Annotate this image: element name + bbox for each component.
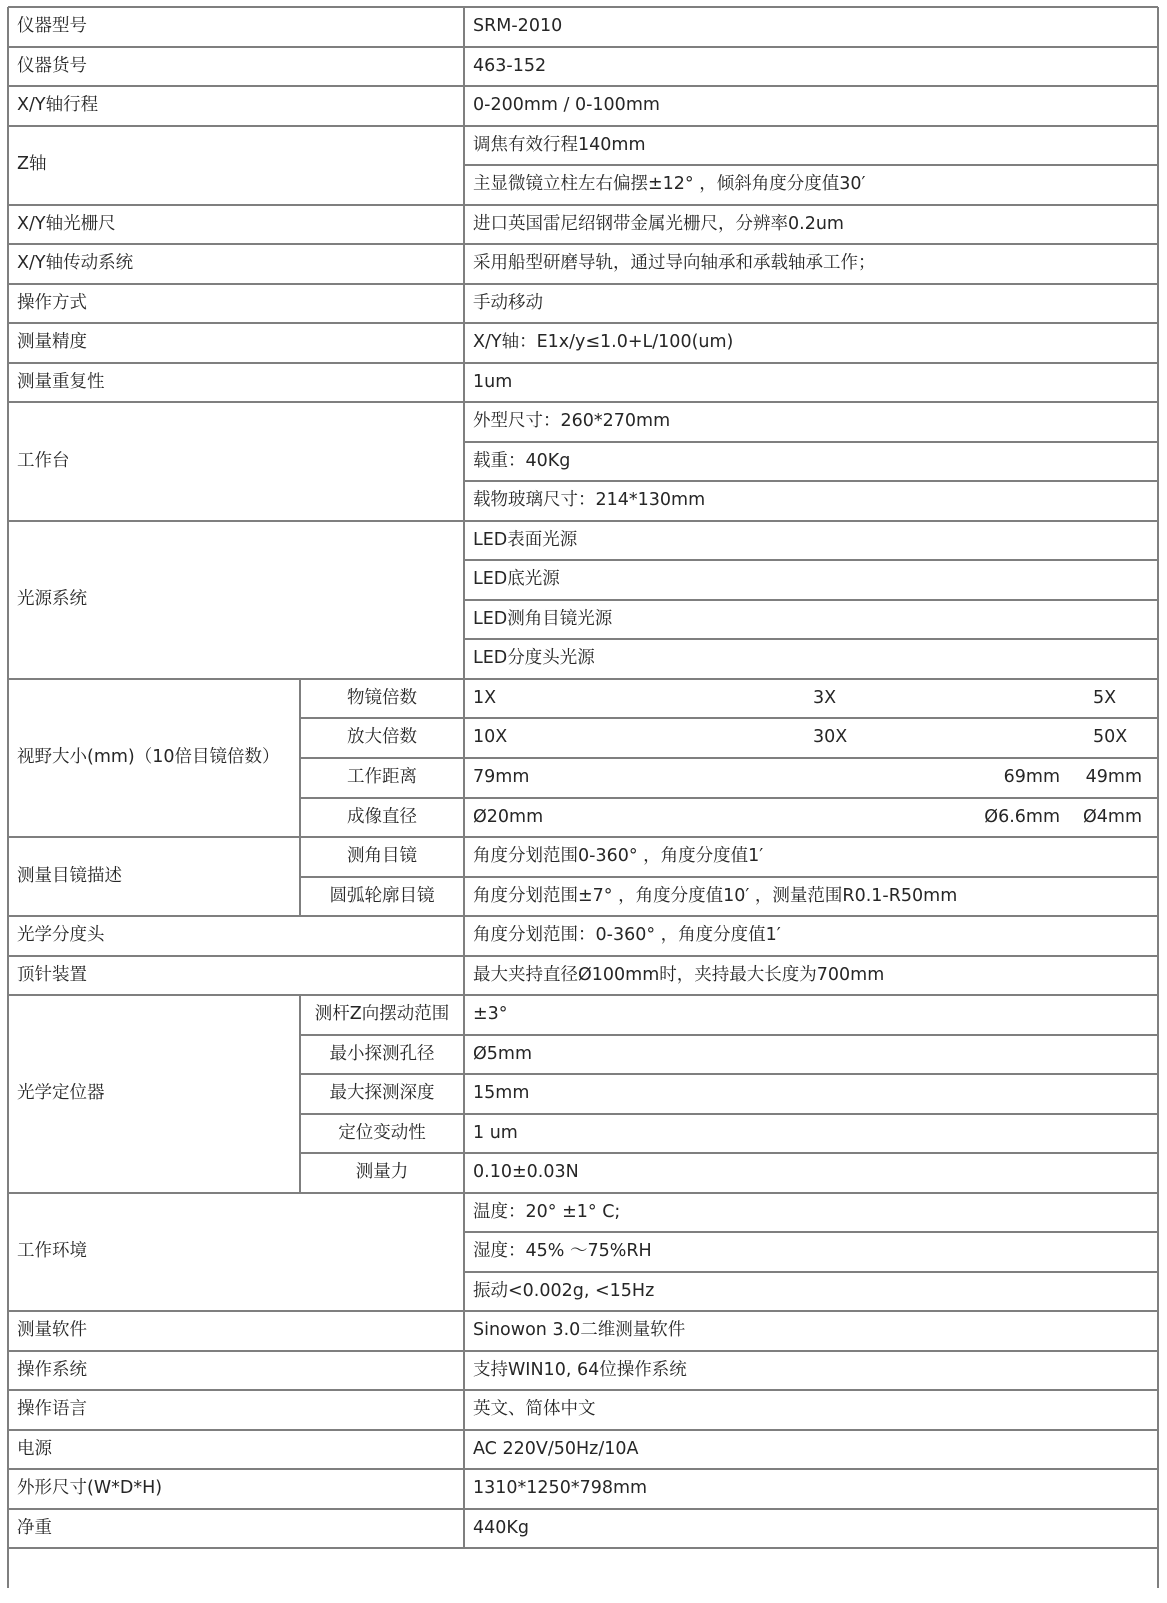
spec-value: 440Kg xyxy=(473,1517,529,1538)
spec-value: AC 220V/50Hz/10A xyxy=(473,1438,639,1459)
spec-value: 1310*1250*798mm xyxy=(473,1478,648,1499)
spec-table xyxy=(8,7,1158,1588)
row-label: 光学分度头 xyxy=(17,925,105,946)
spec-value: X/Y轴：E1x/y≤1.0+L/100(um) xyxy=(473,332,734,353)
grid-value: 79mm xyxy=(473,766,530,787)
row-label: X/Y轴行程 xyxy=(17,95,99,116)
spec-value: SRM-2010 xyxy=(473,16,563,36)
spec-value: 采用船型研磨导轨，通过导向轴承和承载轴承工作； xyxy=(473,253,876,274)
spec-value: LED表面光源 xyxy=(473,529,578,550)
spec-value: 支持WIN10, 64位操作系统 xyxy=(473,1359,687,1380)
spec-value: 手动移动 xyxy=(473,292,543,313)
grid-value: Ø4mm xyxy=(1082,806,1142,827)
spec-value: 463-152 xyxy=(473,55,547,76)
spec-value: 载物玻璃尺寸：214*130mm xyxy=(473,490,706,511)
sub-label: 最大探测深度 xyxy=(329,1083,435,1104)
row-label: Z轴 xyxy=(17,154,47,175)
spec-value: LED分度头光源 xyxy=(473,648,595,669)
spec-value: Ø5mm xyxy=(473,1043,533,1064)
sub-label: 定位变动性 xyxy=(338,1122,426,1143)
spec-value: 15mm xyxy=(473,1083,530,1104)
grid-value: 10X xyxy=(473,727,508,748)
row-divider xyxy=(8,1547,1158,1549)
row-label: 操作方式 xyxy=(17,292,87,313)
spec-value: 湿度：45% ～75%RH xyxy=(473,1241,652,1262)
spec-value: 1um xyxy=(473,371,513,392)
row-label: 操作系统 xyxy=(17,1359,87,1380)
row-label: X/Y轴传动系统 xyxy=(17,253,134,274)
row-label: 操作语言 xyxy=(17,1399,87,1420)
row-label: 测量软件 xyxy=(17,1320,87,1341)
row-label: 测量重复性 xyxy=(17,371,105,392)
spec-value: 载重：40Kg xyxy=(473,450,571,471)
sub-label: 圆弧轮廓目镜 xyxy=(329,885,435,906)
grid-value: 30X xyxy=(813,727,848,748)
row-label: 光学定位器 xyxy=(17,1083,105,1104)
grid-value: 1X xyxy=(473,687,497,708)
sub-label: 物镜倍数 xyxy=(347,687,417,708)
grid-value: 49mm xyxy=(1085,766,1142,787)
spec-value: LED测角目镜光源 xyxy=(473,608,613,629)
row-label: 仪器货号 xyxy=(17,55,87,76)
row-label: 顶针装置 xyxy=(17,964,87,985)
row-label: 测量精度 xyxy=(17,332,87,353)
sub-label: 工作距离 xyxy=(347,766,417,787)
grid-value: 5X xyxy=(1093,687,1117,708)
spec-value: 英文、简体中文 xyxy=(473,1399,596,1420)
spec-value: 最大夹持直径Ø100mm时，夹持最大长度为700mm xyxy=(473,964,885,985)
row-label: 光源系统 xyxy=(17,589,87,610)
row-label: X/Y轴光栅尺 xyxy=(17,213,116,234)
spec-value: 主显微镜立柱左右偏摆±12° ，倾斜角度分度值30′ xyxy=(473,174,866,195)
sub-label: 成像直径 xyxy=(347,806,417,827)
spec-value: 角度分划范围0-360° ，角度分度值1′ xyxy=(473,846,764,867)
row-label: 净重 xyxy=(17,1517,52,1538)
spec-value: LED底光源 xyxy=(473,569,560,590)
spec-value: Sinowon 3.0二维测量软件 xyxy=(473,1320,686,1341)
sub-label: 测杆Z向摆动范围 xyxy=(314,1004,450,1025)
spec-value: 振动<0.002g, <15Hz xyxy=(473,1280,655,1301)
grid-value: Ø6.6mm xyxy=(984,806,1060,827)
spec-value: 0-200mm / 0-100mm xyxy=(473,95,660,116)
sub-label: 测角目镜 xyxy=(347,846,417,867)
row-label: 工作环境 xyxy=(17,1241,87,1262)
sub-label: 放大倍数 xyxy=(347,727,417,748)
row-label: 视野大小(mm)（10倍目镜倍数） xyxy=(17,747,280,768)
spec-value: 调焦有效行程140mm xyxy=(473,134,646,155)
row-label: 测量目镜描述 xyxy=(17,865,122,886)
sub-label: 最小探测孔径 xyxy=(329,1043,435,1064)
grid-value: Ø20mm xyxy=(473,806,544,827)
sub-label: 测量力 xyxy=(355,1162,409,1183)
row-label: 外形尺寸(W*D*H) xyxy=(17,1478,163,1499)
row-label: 工作台 xyxy=(17,450,70,471)
spec-value: 角度分划范围±7° ，角度分度值10′ ，测量范围R0.1-R50mm xyxy=(473,885,958,906)
row-label: 仪器型号 xyxy=(17,16,87,36)
row-label: 电源 xyxy=(17,1438,52,1459)
grid-value: 69mm xyxy=(1003,766,1060,787)
spec-value: 温度：20° ±1° C; xyxy=(473,1201,621,1222)
spec-value: ±3° xyxy=(473,1004,508,1025)
grid-value: 3X xyxy=(813,687,837,708)
spec-value: 1 um xyxy=(473,1122,518,1143)
spec-value: 外型尺寸：260*270mm xyxy=(473,411,671,432)
grid-value: 50X xyxy=(1093,727,1128,748)
spec-value: 进口英国雷尼绍钢带金属光栅尺，分辨率0.2um xyxy=(473,213,844,234)
spec-value: 角度分划范围：0-360° ，角度分度值1′ xyxy=(473,925,781,946)
spec-value: 0.10±0.03N xyxy=(473,1162,579,1183)
